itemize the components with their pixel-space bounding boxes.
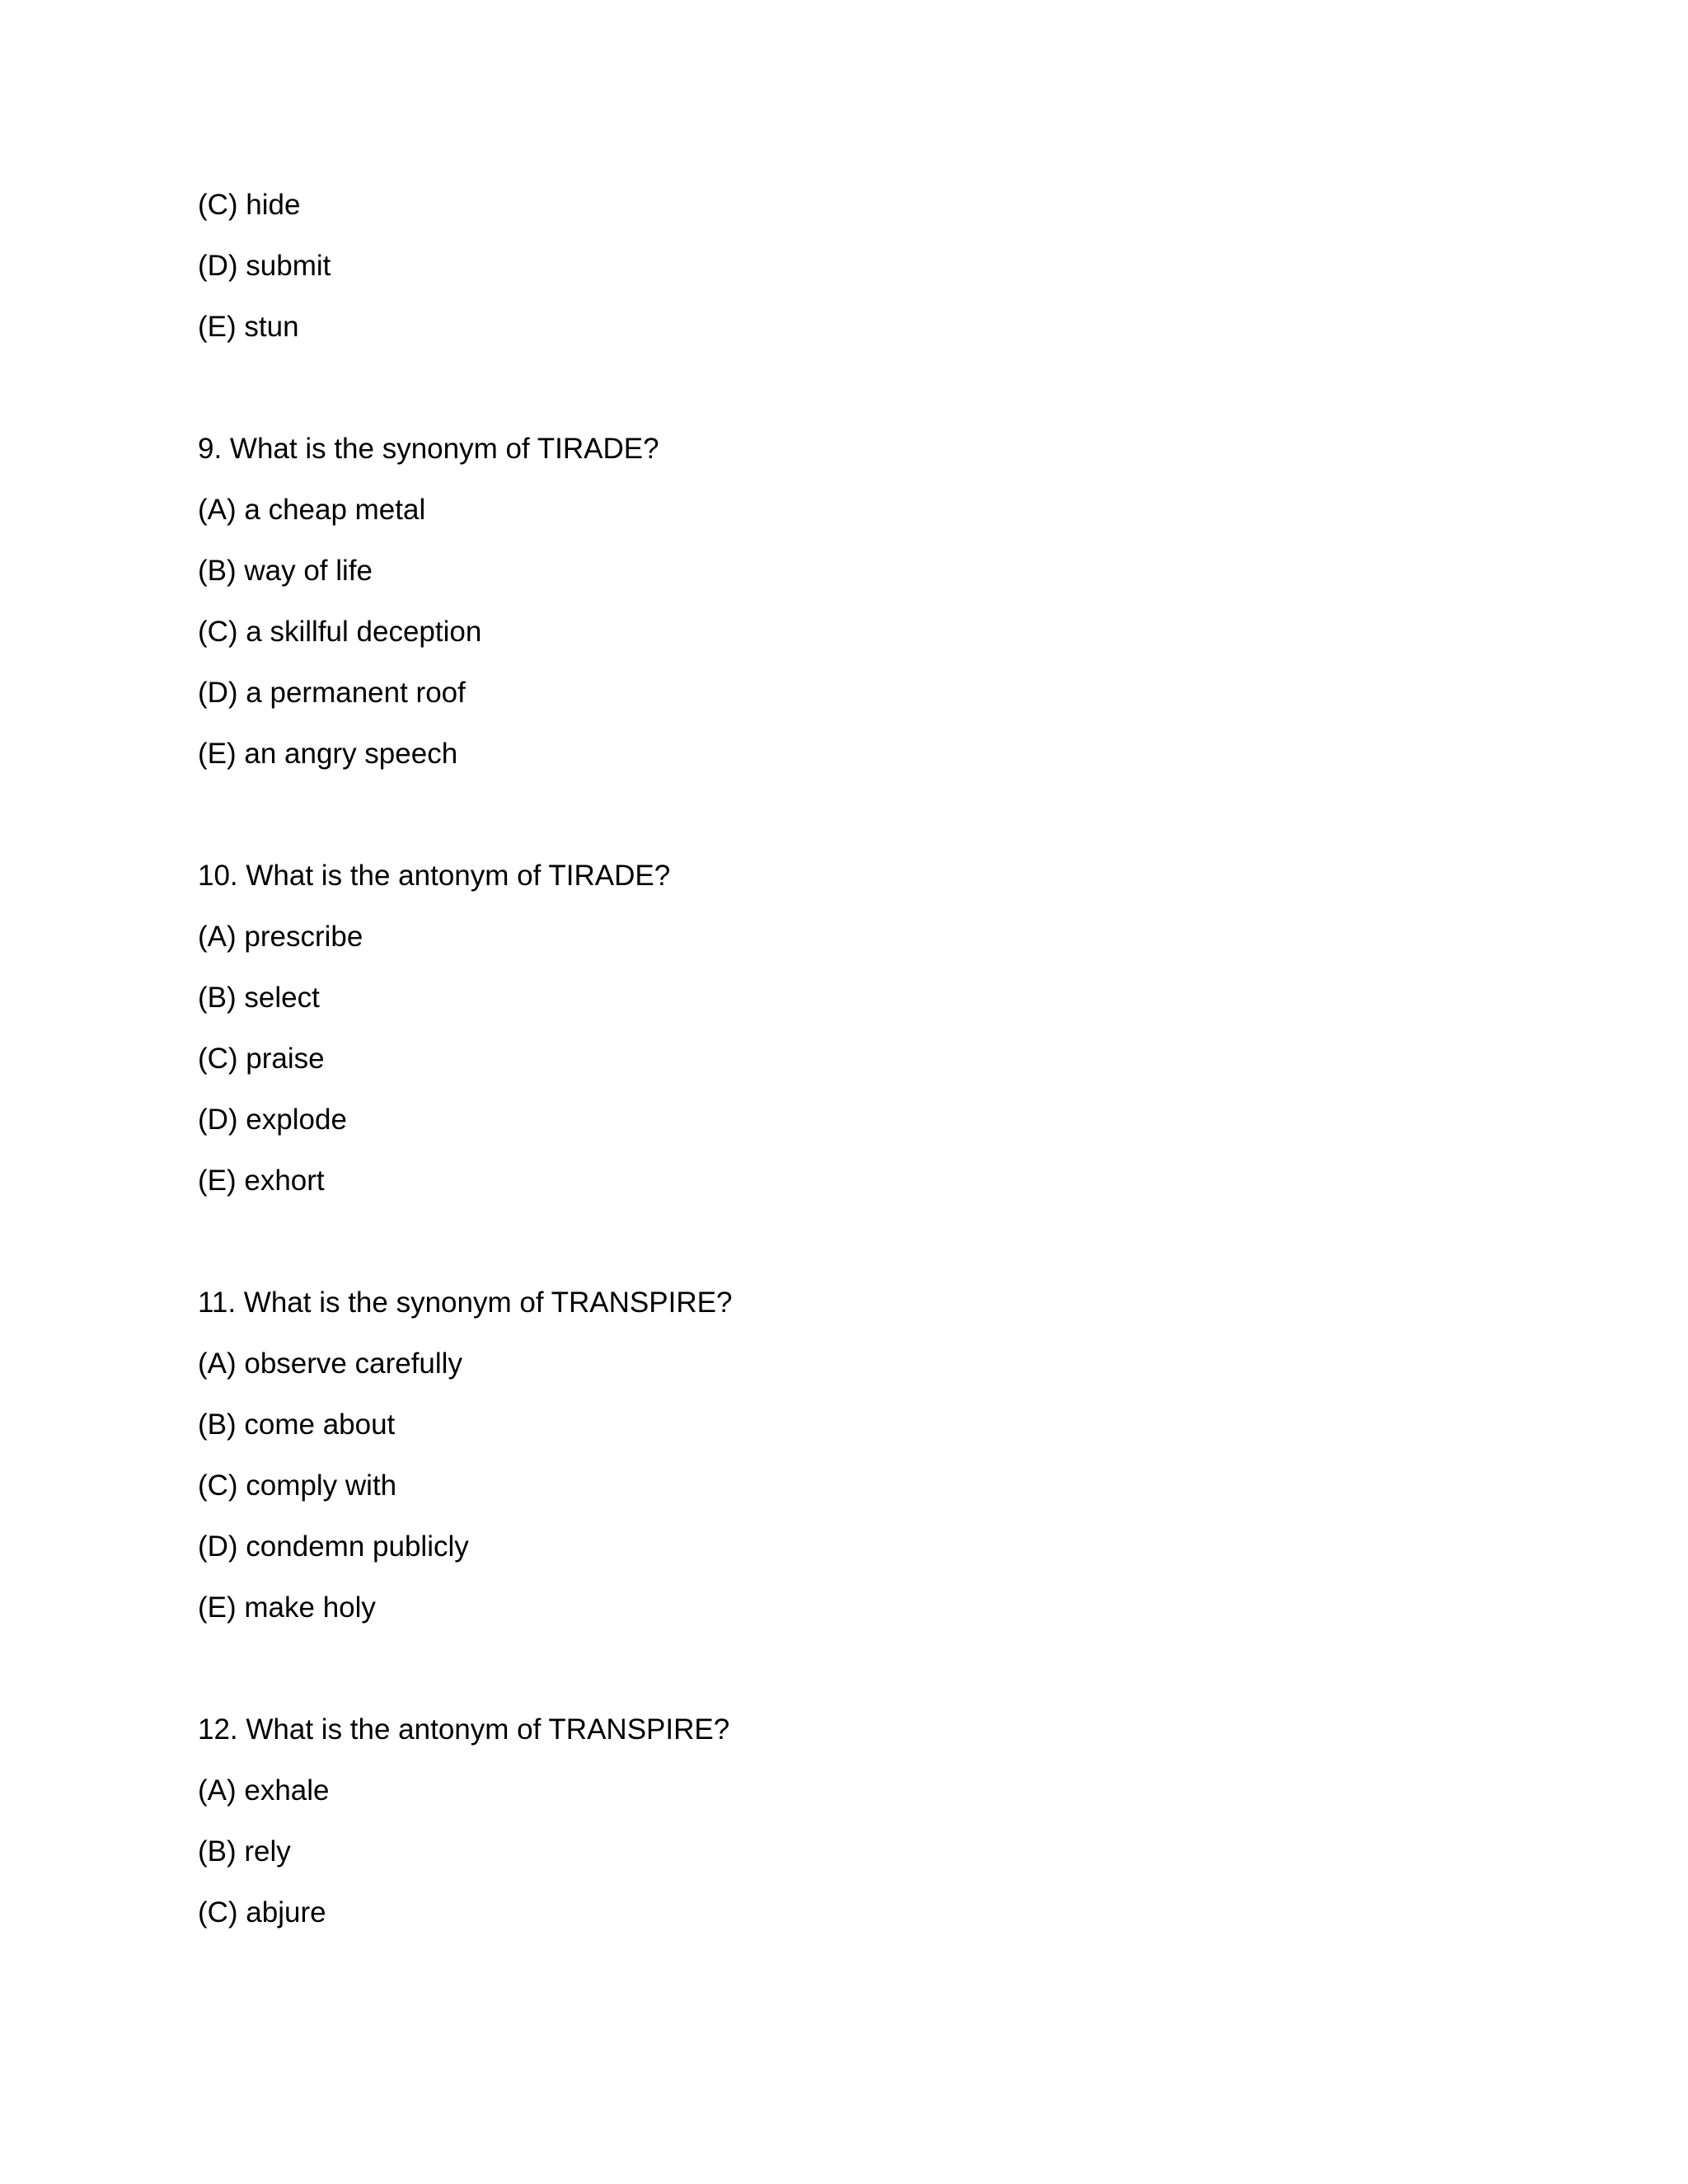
- option: (E) stun: [198, 311, 299, 343]
- option: (A) observe carefully: [198, 1347, 462, 1380]
- question-block-10: [198, 859, 1517, 1198]
- option: (D) a permanent roof: [198, 677, 466, 709]
- option: (A) prescribe: [198, 921, 363, 953]
- option: (E) an angry speech: [198, 738, 458, 770]
- question-text: 10. What is the antonym of TIRADE?: [198, 860, 671, 892]
- option: (C) abjure: [198, 1896, 326, 1929]
- question-text: 12. What is the antonym of TRANSPIRE?: [198, 1713, 730, 1746]
- option: (C) a skillful deception: [198, 616, 482, 648]
- option: (E) make holy: [198, 1591, 376, 1624]
- option: (B) rely: [198, 1835, 291, 1868]
- option: (C) comply with: [198, 1469, 397, 1502]
- option: (E) exhort: [198, 1165, 325, 1197]
- question-block-9: [198, 432, 1517, 771]
- question-text: 9. What is the synonym of TIRADE?: [198, 433, 659, 465]
- option: (D) condemn publicly: [198, 1530, 469, 1563]
- option: (D) explode: [198, 1104, 347, 1136]
- question-block-11: [198, 1286, 1517, 1625]
- option: (B) way of life: [198, 555, 373, 587]
- question-block-12: [198, 1713, 1517, 1930]
- option: (A) exhale: [198, 1774, 330, 1807]
- option: (B) select: [198, 982, 320, 1014]
- option: (B) come about: [198, 1408, 396, 1441]
- option: (A) a cheap metal: [198, 494, 426, 526]
- option: (C) praise: [198, 1043, 325, 1075]
- continued-options: [198, 188, 1517, 344]
- option: (C) hide: [198, 189, 301, 221]
- question-text: 11. What is the synonym of TRANSPIRE?: [198, 1286, 733, 1319]
- option: (D) submit: [198, 250, 331, 282]
- question-list: [198, 188, 1517, 1957]
